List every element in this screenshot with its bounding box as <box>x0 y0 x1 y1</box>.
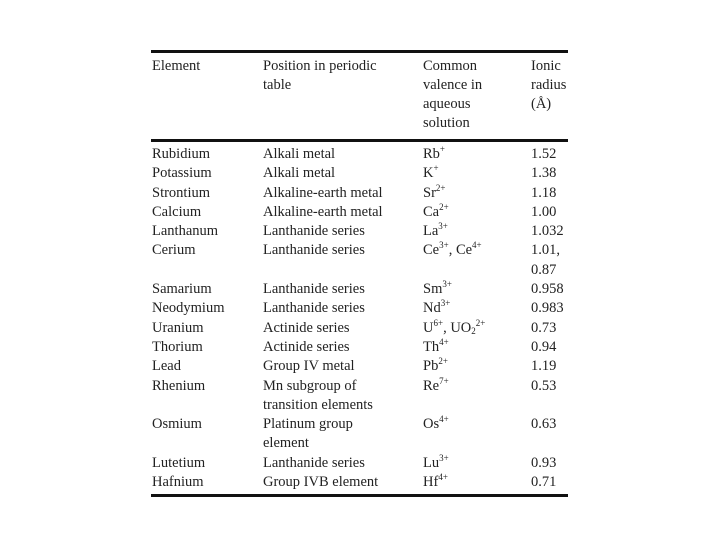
position-line: Alkali metal <box>263 146 336 162</box>
cell-valence <box>423 357 531 376</box>
cell-position <box>263 377 423 416</box>
cell-position <box>263 299 423 318</box>
position-line: Lanthanide series <box>263 300 365 317</box>
cell-element: Lutetium <box>152 454 206 471</box>
radius-line: 0.93 <box>531 454 557 471</box>
cell-valence <box>423 241 531 280</box>
cell-position <box>263 222 423 241</box>
cell-radius <box>531 280 568 299</box>
valence-line <box>423 280 531 299</box>
ion-charge: 3+ <box>438 221 448 232</box>
radius-line: 1.00 <box>531 203 557 220</box>
position-line: Group IVB element <box>263 474 379 491</box>
ion-symbol: Rb <box>423 146 440 162</box>
table-row <box>151 241 568 280</box>
cell-element: Lanthanum <box>152 223 219 240</box>
ion-charge: 4+ <box>439 336 449 347</box>
position-line: Actinide series <box>263 319 350 336</box>
ion-symbol: Ce <box>423 242 440 259</box>
ion-symbol: Lu <box>423 454 440 471</box>
cell-radius <box>531 203 568 222</box>
position-line: Lanthanide series <box>263 454 365 471</box>
cell-radius <box>531 473 568 492</box>
cell-element: Strontium <box>152 184 211 201</box>
position-line: Lanthanide series <box>263 281 365 298</box>
ion-charge: 6+ <box>433 317 444 328</box>
header-line: Common <box>423 58 477 74</box>
cell-element: Hafnium <box>152 474 204 491</box>
ion-subscript: 2 <box>471 325 476 336</box>
table-row <box>151 203 568 222</box>
ion-charge: 3+ <box>439 452 449 463</box>
cell-valence <box>423 338 531 357</box>
ion-charge: 3+ <box>440 298 451 309</box>
valence-line <box>423 241 531 260</box>
ion-symbol: Nd <box>423 300 441 317</box>
radius-line: 0.983 <box>531 300 564 317</box>
ion-symbol: , UO <box>443 319 472 336</box>
cell-element: Samarium <box>152 281 212 298</box>
ion-charge: 4+ <box>438 472 448 483</box>
cell-position <box>263 454 423 473</box>
position-line: element <box>263 435 309 452</box>
cell-valence <box>423 203 531 222</box>
ion-symbol: Os <box>423 416 440 433</box>
cell-element: Potassium <box>152 165 212 182</box>
cell-radius <box>531 241 568 280</box>
cell-position <box>263 164 423 183</box>
table-row <box>151 222 568 241</box>
radius-line: 1.38 <box>531 165 557 182</box>
cell-radius <box>531 357 568 376</box>
cell-valence <box>423 377 531 416</box>
cell-valence <box>423 222 531 241</box>
ion-charge: 4+ <box>439 414 449 425</box>
cell-valence <box>423 319 531 338</box>
ion-charge: 7+ <box>439 375 449 386</box>
ion-charge: + <box>439 144 445 154</box>
valence-line <box>423 145 531 164</box>
header-line: radius <box>531 77 567 93</box>
cell-element: Lead <box>152 358 181 375</box>
cell-position <box>263 357 423 376</box>
cell-position <box>263 203 423 222</box>
table-row <box>151 338 568 357</box>
header-line: aqueous <box>423 96 471 112</box>
position-line: Alkali metal <box>263 165 336 182</box>
cell-element: Thorium <box>152 338 203 355</box>
header-radius <box>531 57 568 133</box>
radius-line: 0.87 <box>531 261 557 278</box>
radius-line: 0.53 <box>531 377 557 394</box>
cell-element: Rhenium <box>152 377 206 394</box>
valence-line <box>423 164 531 183</box>
cell-radius <box>531 377 568 416</box>
radius-line: 0.958 <box>531 281 564 298</box>
cell-radius <box>531 184 568 203</box>
valence-line <box>423 338 531 357</box>
radius-line: 1.032 <box>531 223 564 240</box>
ion-symbol: Sm <box>423 281 443 298</box>
cell-valence <box>423 473 531 492</box>
header-valence <box>423 57 531 133</box>
position-line: Lanthanide series <box>263 242 365 259</box>
cell-radius <box>531 299 568 318</box>
valence-line <box>423 357 531 376</box>
position-line: Platinum group <box>263 416 353 433</box>
ion-charge: 2+ <box>475 317 486 328</box>
table-body <box>151 142 568 494</box>
cell-element: Calcium <box>152 203 202 220</box>
ion-symbol: U <box>423 319 434 336</box>
ion-symbol: , Ce <box>448 242 473 259</box>
valence-line <box>423 203 531 222</box>
valence-line <box>423 473 531 492</box>
cell-element: Neodymium <box>152 300 225 317</box>
valence-line <box>423 415 531 434</box>
position-line: Alkaline-earth metal <box>263 184 383 201</box>
position-line: transition elements <box>263 396 373 413</box>
header-position <box>263 57 423 133</box>
ion-charge: 2+ <box>435 182 446 193</box>
cell-element: Cerium <box>152 242 196 259</box>
radius-line: 1.18 <box>531 184 557 201</box>
ion-symbol: Sr <box>423 184 436 201</box>
ion-symbol: Re <box>423 377 440 394</box>
valence-line <box>423 299 531 318</box>
cell-position <box>263 184 423 203</box>
cell-radius <box>531 145 568 164</box>
header-element <box>151 57 263 133</box>
cell-position <box>263 145 423 164</box>
cell-valence <box>423 415 531 454</box>
position-line: Alkaline-earth metal <box>263 203 383 220</box>
ion-symbol: Ca <box>423 203 440 220</box>
table-header <box>151 53 568 139</box>
cell-position <box>263 280 423 299</box>
table-row <box>151 377 568 416</box>
cell-valence <box>423 299 531 318</box>
radius-line: 1.01, <box>531 242 560 259</box>
header-line: valence in <box>423 77 483 93</box>
table-row <box>151 145 568 164</box>
cell-position <box>263 241 423 280</box>
ion-symbol: La <box>423 223 439 240</box>
cell-valence <box>423 164 531 183</box>
valence-line <box>423 184 531 203</box>
cell-position <box>263 415 423 454</box>
header-line: Element <box>152 58 201 74</box>
cell-valence <box>423 454 531 473</box>
header-line: solution <box>423 115 470 131</box>
cell-radius <box>531 222 568 241</box>
table-row <box>151 280 568 299</box>
ion-symbol: Hf <box>423 474 439 491</box>
ion-charge: + <box>433 163 439 174</box>
radius-line: 1.19 <box>531 358 557 375</box>
ion-charge: 2+ <box>439 201 449 212</box>
cell-position <box>263 319 423 338</box>
radius-line: 0.94 <box>531 338 557 355</box>
radius-line: 0.63 <box>531 416 557 433</box>
valence-line <box>423 377 531 396</box>
radius-line: 0.71 <box>531 474 557 491</box>
cell-element: Osmium <box>152 416 202 433</box>
cell-element: Uranium <box>152 319 204 336</box>
table-row <box>151 454 568 473</box>
table-row <box>151 184 568 203</box>
cell-radius <box>531 319 568 338</box>
cell-element: Rubidium <box>152 146 211 162</box>
radius-line: 1.52 <box>531 146 557 162</box>
cell-radius <box>531 415 568 454</box>
table-row <box>151 319 568 338</box>
table-row <box>151 357 568 376</box>
valence-line <box>423 319 531 338</box>
position-line: Lanthanide series <box>263 223 365 240</box>
header-line: (Å) <box>531 96 552 112</box>
valence-line <box>423 454 531 473</box>
ion-symbol: Pb <box>423 358 439 375</box>
element-table <box>151 50 568 497</box>
ion-charge: 3+ <box>442 279 452 290</box>
radius-line: 0.73 <box>531 319 557 336</box>
ion-charge: 4+ <box>472 240 482 251</box>
ion-charge: 2+ <box>438 356 448 367</box>
cell-valence <box>423 184 531 203</box>
table-row <box>151 299 568 318</box>
cell-radius <box>531 338 568 357</box>
ion-symbol: K <box>423 165 434 182</box>
cell-valence <box>423 145 531 164</box>
position-line: Actinide series <box>263 338 350 355</box>
position-line: Group IV metal <box>263 358 355 375</box>
bottom-rule <box>151 494 568 497</box>
position-line: Mn subgroup of <box>263 377 357 394</box>
cell-position <box>263 473 423 492</box>
cell-valence <box>423 280 531 299</box>
cell-position <box>263 338 423 357</box>
header-line: Position in periodic <box>263 58 377 74</box>
header-line: table <box>263 77 292 93</box>
valence-line <box>423 222 531 241</box>
table-row <box>151 415 568 454</box>
cell-radius <box>531 454 568 473</box>
ion-charge: 3+ <box>439 240 449 251</box>
cell-radius <box>531 164 568 183</box>
header-line: Ionic <box>531 58 561 74</box>
table-row <box>151 164 568 183</box>
ion-symbol: Th <box>423 338 440 355</box>
table-row <box>151 473 568 492</box>
